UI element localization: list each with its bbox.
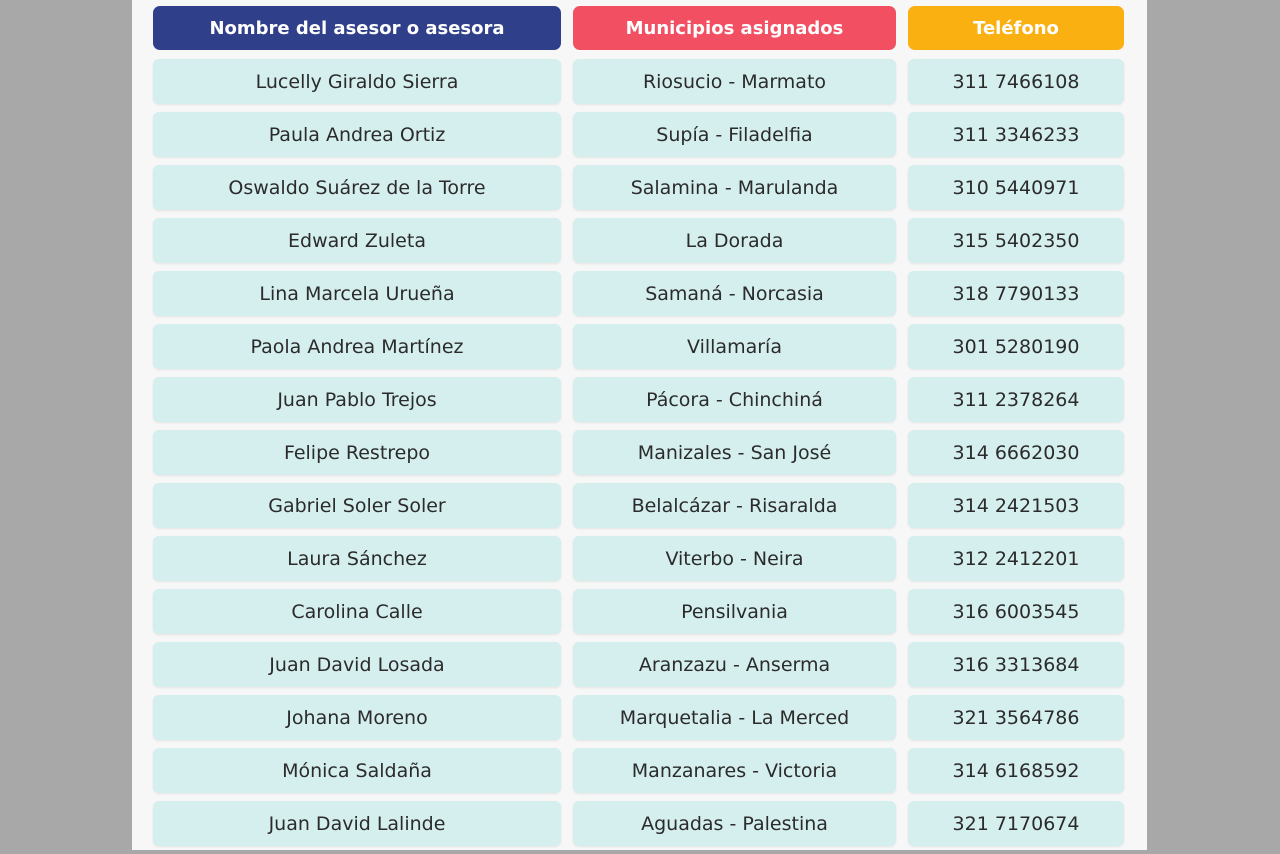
assigned-municipalities: La Dorada (573, 218, 896, 263)
table-row (153, 218, 1125, 263)
table-row (153, 165, 1125, 210)
table-row (153, 695, 1125, 740)
header-name: Nombre del asesor o asesora (153, 6, 561, 50)
phone-number: 321 7170674 (908, 801, 1124, 846)
phone-number: 316 6003545 (908, 589, 1124, 634)
assigned-municipalities: Samaná - Norcasia (573, 271, 896, 316)
header-municipalities: Municipios asignados (573, 6, 896, 50)
phone-number: 310 5440971 (908, 165, 1124, 210)
table-row (153, 748, 1125, 793)
assigned-municipalities: Belalcázar - Risaralda (573, 483, 896, 528)
advisor-name: Felipe Restrepo (153, 430, 561, 475)
assigned-municipalities: Manizales - San José (573, 430, 896, 475)
table-row (153, 642, 1125, 687)
table-row (153, 59, 1125, 104)
phone-number: 315 5402350 (908, 218, 1124, 263)
advisor-name: Paola Andrea Martínez (153, 324, 561, 369)
table-row (153, 377, 1125, 422)
advisor-name: Gabriel Soler Soler (153, 483, 561, 528)
table-row (153, 430, 1125, 475)
table-row (153, 589, 1125, 634)
table-row (153, 271, 1125, 316)
phone-number: 314 6168592 (908, 748, 1124, 793)
advisor-name: Oswaldo Suárez de la Torre (153, 165, 561, 210)
assigned-municipalities: Salamina - Marulanda (573, 165, 896, 210)
advisor-name: Johana Moreno (153, 695, 561, 740)
phone-number: 321 3564786 (908, 695, 1124, 740)
advisor-name: Paula Andrea Ortiz (153, 112, 561, 157)
table-row (153, 483, 1125, 528)
advisors-table (153, 6, 1125, 854)
table-row (153, 801, 1125, 846)
assigned-municipalities: Pácora - Chinchiná (573, 377, 896, 422)
phone-number: 311 7466108 (908, 59, 1124, 104)
assigned-municipalities: Villamaría (573, 324, 896, 369)
advisor-name: Edward Zuleta (153, 218, 561, 263)
assigned-municipalities: Riosucio - Marmato (573, 59, 896, 104)
table-header-row (153, 6, 1125, 50)
assigned-municipalities: Aranzazu - Anserma (573, 642, 896, 687)
phone-number: 301 5280190 (908, 324, 1124, 369)
assigned-municipalities: Pensilvania (573, 589, 896, 634)
assigned-municipalities: Manzanares - Victoria (573, 748, 896, 793)
assigned-municipalities: Supía - Filadelfia (573, 112, 896, 157)
phone-number: 318 7790133 (908, 271, 1124, 316)
phone-number: 314 6662030 (908, 430, 1124, 475)
advisor-name: Lucelly Giraldo Sierra (153, 59, 561, 104)
table-row (153, 536, 1125, 581)
phone-number: 316 3313684 (908, 642, 1124, 687)
assigned-municipalities: Aguadas - Palestina (573, 801, 896, 846)
advisor-name: Lina Marcela Urueña (153, 271, 561, 316)
assigned-municipalities: Viterbo - Neira (573, 536, 896, 581)
table-row (153, 324, 1125, 369)
document-page (132, 0, 1147, 850)
phone-number: 311 3346233 (908, 112, 1124, 157)
phone-number: 311 2378264 (908, 377, 1124, 422)
advisor-name: Laura Sánchez (153, 536, 561, 581)
advisor-name: Juan David Lalinde (153, 801, 561, 846)
phone-number: 312 2412201 (908, 536, 1124, 581)
header-phone: Teléfono (908, 6, 1124, 50)
advisor-name: Juan David Losada (153, 642, 561, 687)
advisor-name: Juan Pablo Trejos (153, 377, 561, 422)
phone-number: 314 2421503 (908, 483, 1124, 528)
advisor-name: Mónica Saldaña (153, 748, 561, 793)
advisor-name: Carolina Calle (153, 589, 561, 634)
table-row (153, 112, 1125, 157)
assigned-municipalities: Marquetalia - La Merced (573, 695, 896, 740)
